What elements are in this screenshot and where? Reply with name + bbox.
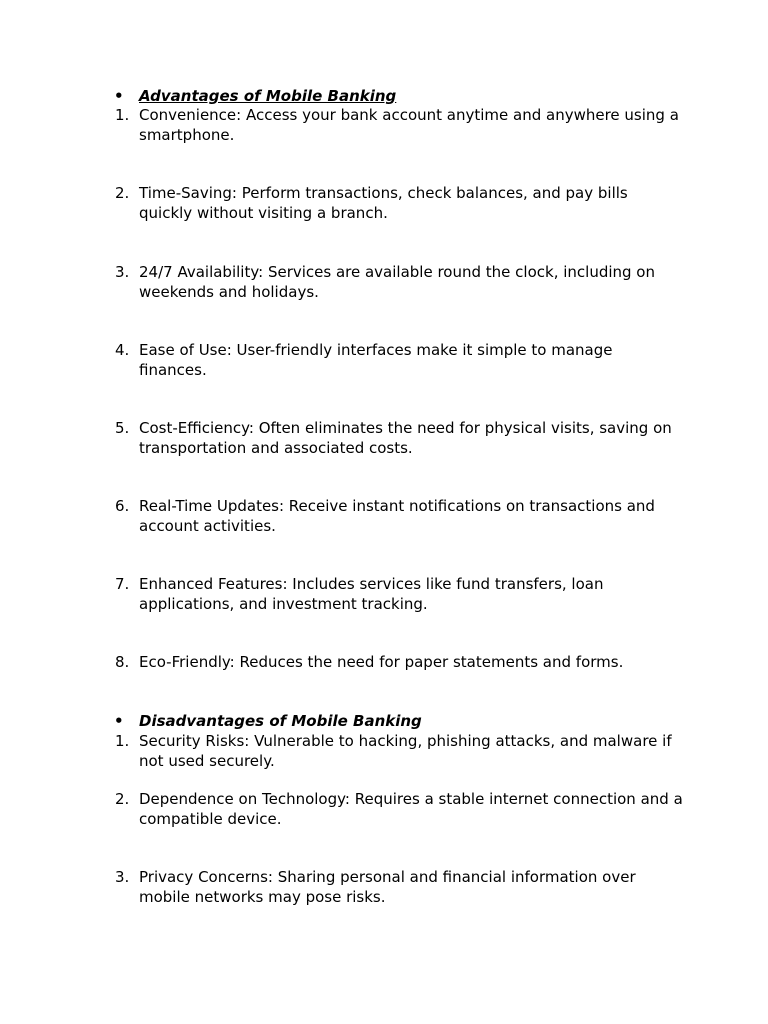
list-item-text: Privacy Concerns: Sharing personal and financial information over mobile networks may pose risks. <box>139 868 636 906</box>
list-item-text: Dependence on Technology: Requires a stable internet connection and a compatible device. <box>139 790 683 828</box>
list-item-number: 7. <box>115 575 130 593</box>
list-item-number: 6. <box>115 497 130 515</box>
advantages-heading: Advantages of Mobile Banking <box>139 87 397 105</box>
list-item-text: Eco-Friendly: Reduces the need for paper statements and forms. <box>139 653 624 671</box>
list-item-number: 5. <box>115 419 130 437</box>
list-item-text: Cost-Efficiency: Often eliminates the need for physical visits, saving on transportation and associated costs. <box>139 419 672 457</box>
list-item-text: Enhanced Features: Includes services like fund transfers, loan applications, and investment tracking. <box>139 575 604 613</box>
list-item-number: 3. <box>115 263 130 281</box>
list-item-text: Time-Saving: Perform transactions, check balances, and pay bills quickly without visiting a branch. <box>139 184 628 222</box>
disadvantages-heading-row <box>114 711 684 731</box>
list-item-number: 1. <box>115 732 130 750</box>
bullet-icon: • <box>114 712 124 730</box>
list-item-number: 4. <box>115 341 130 359</box>
list-item-text: Ease of Use: User-friendly interfaces make it simple to manage finances. <box>139 341 613 379</box>
list-item-text: 24/7 Availability: Services are available round the clock, including on weekends and holidays. <box>139 263 655 301</box>
list-item-text: Real-Time Updates: Receive instant notifications on transactions and account activities. <box>139 497 655 535</box>
bullet-icon: • <box>114 87 124 105</box>
list-item-number: 3. <box>115 868 130 886</box>
list-item-text: Convenience: Access your bank account anytime and anywhere using a smartphone. <box>139 106 679 144</box>
advantages-heading-row <box>114 86 684 106</box>
list-item-number: 2. <box>115 790 130 808</box>
disadvantages-heading: Disadvantages of Mobile Banking <box>139 712 422 730</box>
list-item-number: 8. <box>115 653 130 671</box>
list-item-number: 1. <box>115 106 130 124</box>
list-item-number: 2. <box>115 184 130 202</box>
list-item-text: Security Risks: Vulnerable to hacking, phishing attacks, and malware if not used securely. <box>139 732 672 770</box>
